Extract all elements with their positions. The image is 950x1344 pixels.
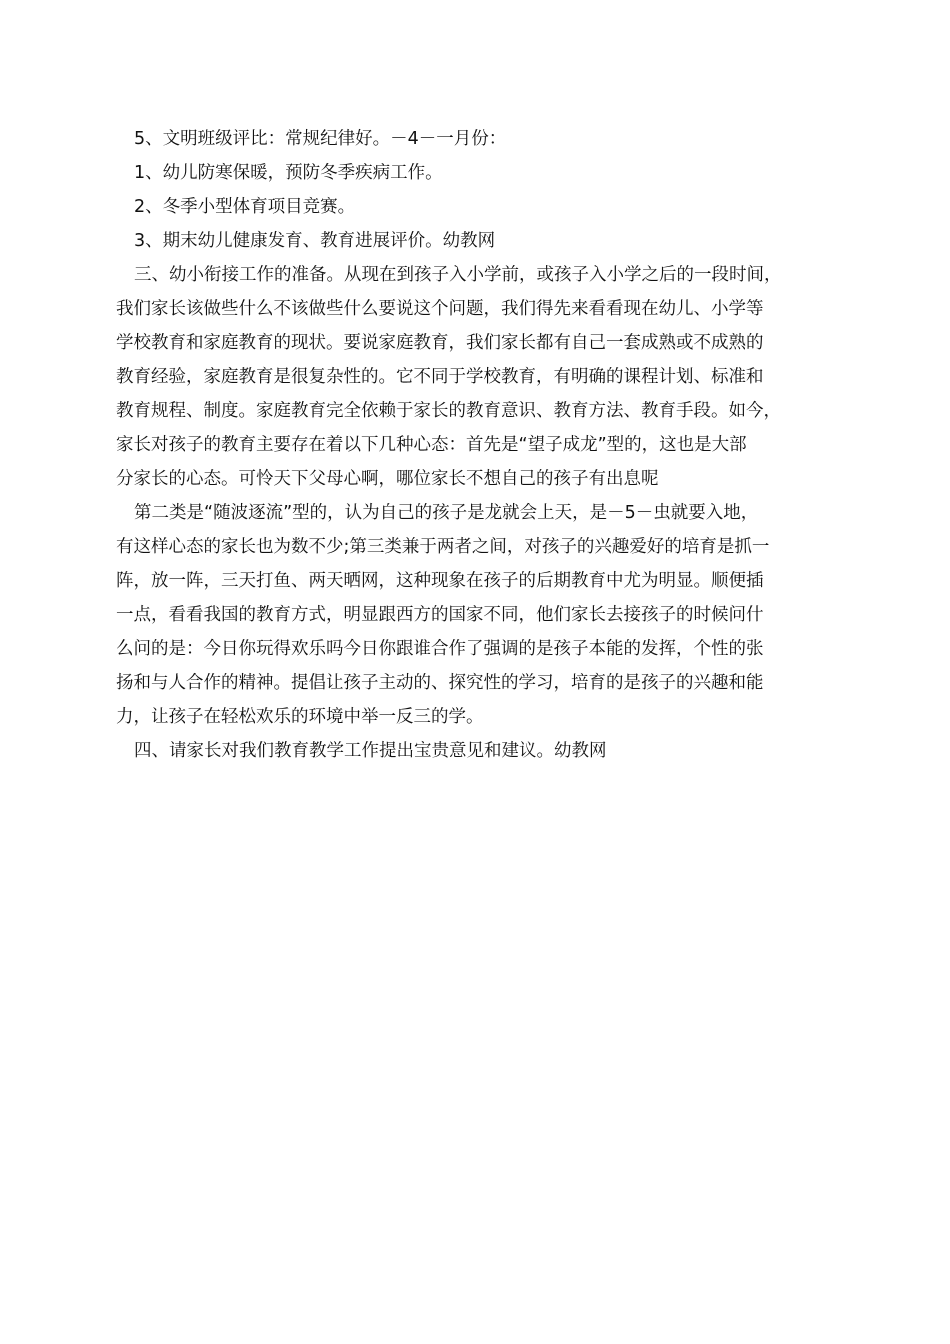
paragraph-line: 有这样心态的家长也为数不少;第三类兼于两者之间，对孩子的兴趣爱好的培育是抓一	[116, 537, 770, 557]
document-body	[116, 122, 838, 768]
paragraph-line: 家长对孩子的教育主要存在着以下几种心态：首先是“望子成龙”型的，这也是大部	[116, 435, 747, 455]
paragraph-line: 教育规程、制度。家庭教育完全依赖于家长的教育意识、教育方法、教育手段。如今，	[116, 401, 781, 421]
paragraph-line: 学校教育和家庭教育的现状。要说家庭教育，我们家长都有自己一套成熟或不成熟的	[116, 333, 764, 353]
paragraph-line: 扬和与人合作的精神。提倡让孩子主动的、探究性的学习，培育的是孩子的兴趣和能	[116, 673, 764, 693]
paragraph-line: 力，让孩子在轻松欢乐的环境中举一反三的学。	[116, 707, 484, 727]
paragraph-section-3	[116, 258, 838, 496]
list-item-3: 3、期末幼儿健康发育、教育进展评价。幼教网	[134, 231, 496, 251]
list-item-5: 5、文明班级评比：常规纪律好。－4－一月份：	[134, 129, 507, 149]
paragraph-line: 么问的是：今日你玩得欢乐吗今日你跟谁合作了强调的是孩子本能的发挥，个性的张	[116, 639, 764, 659]
paragraph-line: 第二类是“随波逐流”型的，认为自己的孩子是龙就会上天，是－5－虫就要入地，	[134, 503, 759, 523]
paragraph-section-4: 四、请家长对我们教育教学工作提出宝贵意见和建议。幼教网	[134, 741, 607, 761]
paragraph-line: 三、幼小衔接工作的准备。从现在到孩子入小学前，或孩子入小学之后的一段时间，	[134, 265, 782, 285]
paragraph-line: 分家长的心态。可怜天下父母心啊，哪位家长不想自己的孩子有出息呢	[116, 469, 659, 489]
list-item-1: 1、幼儿防寒保暖，预防冬季疾病工作。	[134, 163, 443, 183]
list-item-2: 2、冬季小型体育项目竞赛。	[134, 197, 356, 217]
paragraph-line: 阵，放一阵，三天打鱼、两天晒网，这种现象在孩子的后期教育中尤为明显。顺便插	[116, 571, 764, 591]
paragraph-line: 教育经验，家庭教育是很复杂性的。它不同于学校教育，有明确的课程计划、标准和	[116, 367, 764, 387]
paragraph-line: 我们家长该做些什么不该做些什么要说这个问题，我们得先来看看现在幼儿、小学等	[116, 299, 764, 319]
paragraph-second-type	[116, 496, 838, 734]
paragraph-line: 一点，看看我国的教育方式，明显跟西方的国家不同，他们家长去接孩子的时候问什	[116, 605, 764, 625]
